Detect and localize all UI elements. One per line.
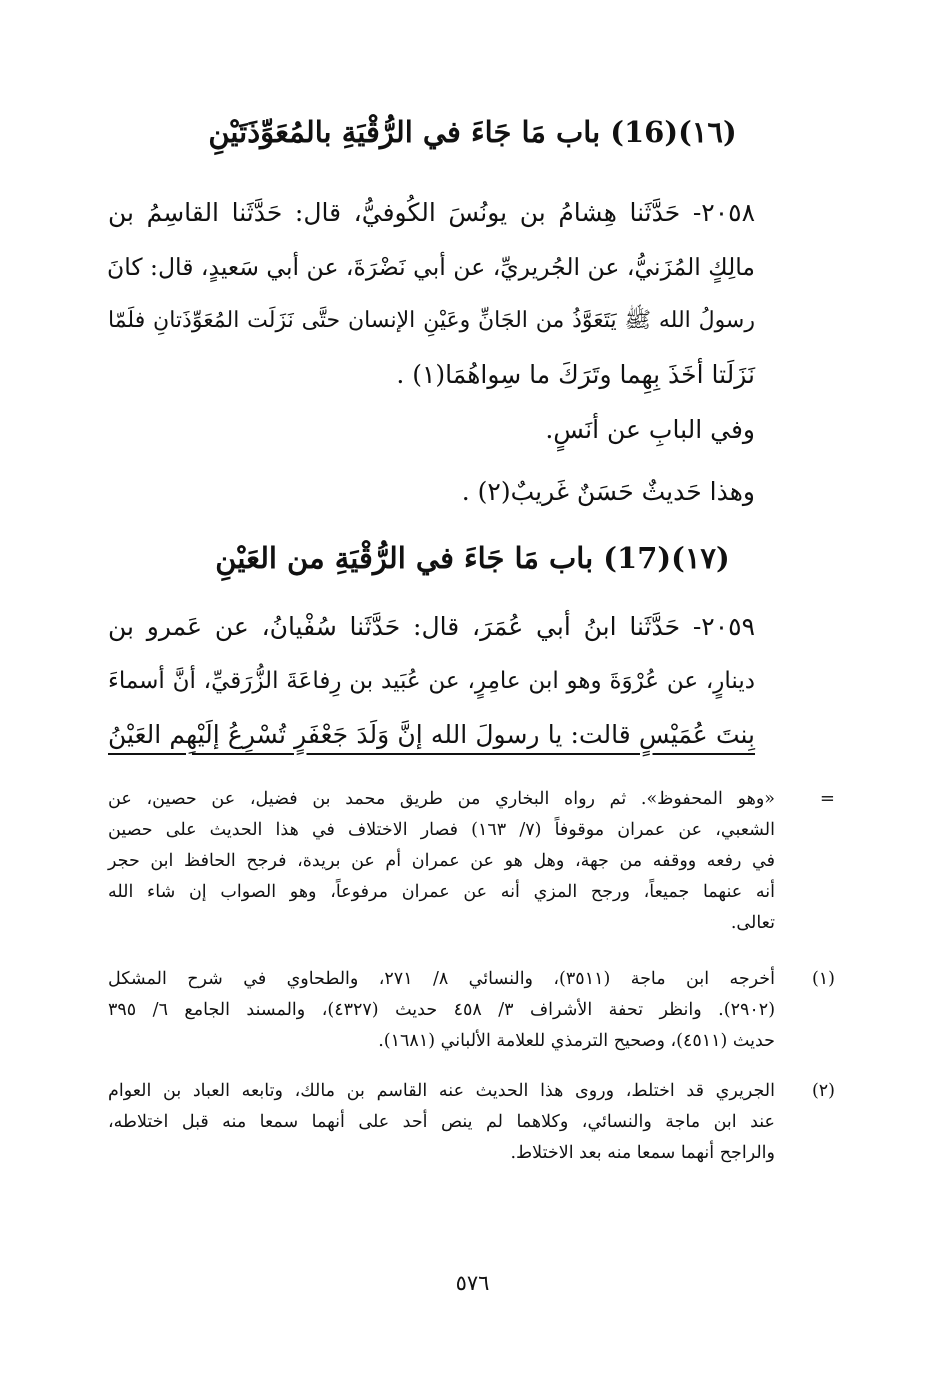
hadith-2059 [108,600,755,762]
hadith-2058-line-4: نَزَلَتا أخَذَ بِهِما وتَرَكَ ما سِواهُمَا(١) . [396,360,755,389]
footnote-continued-line-2: الشعبي، عن عمران موقوفاً (٧/ ١٦٣) فصار الاختلاف في هذا الحديث على حصين [108,820,775,840]
hadith-2058 [108,186,755,402]
chapter-heading-16: (١٦)(16) باب مَا جَاءَ في الرُّقْيَةِ بالمُعَوِّذَتَيْنِ [208,115,737,149]
fi-al-bab-note: وفي البابِ عن أنَسٍ. [545,415,755,444]
hadith-2059-line-3: بِنتَ عُمَيْسٍ قالت: يا رسولَ الله إنَّ وَلَدَ جَعْفَرٍ تُسْرِعُ إلَيْهِم العَيْنُ [108,720,755,749]
hadith-2058-line-2: مالِكٍ المُزَنيُّ، عن الجُريريِّ، عن أبي نَضْرَةَ، عن أبي سَعيدٍ، قال: كانَ [106,253,755,281]
footnote-1-line-1: أخرجه ابن ماجة (٣٥١١)، والنسائي ٨/ ٢٧١، والطحاوي في شرح المشكل [108,969,775,989]
footnote-continued-line-4: أنه عنهما جميعاً، ورجح المزي أنه عن عمران مرفوعاً، وهو الصواب إن شاء الله [108,882,775,902]
footnote-1-number: (١) [811,969,835,989]
hadith-grading: وهذا حَديثٌ حَسَنٌ غَريبٌ(٢) . [461,477,755,506]
footnote-continued-line-3: في رفعه ووقفه من جهة، وهل هو عن عمران أم عن بريدة، فرجح الحافظ ابن حجر [108,851,775,871]
page-number: ٥٧٦ [455,1271,490,1295]
hadith-2058-line-1: ٢٠٥٨- حَدَّثَنا هِشامُ بن يونُسَ الكُوفيُّ، قال: حَدَّثَنا القاسِمُ بن [108,198,755,227]
footnote-continued-line-1: «وهو المحفوظ». ثم رواه البخاري من طريق محمد بن فضيل، عن حصين، عن [108,789,775,809]
footnote-2-number: (٢) [811,1081,835,1101]
hadith-2059-line-2: دينارٍ، عن عُرْوَةَ وهو ابن عامِرٍ، عن عُبَيد بن رِفاعَةَ الزُّرَقيِّ، أنَّ أسماءَ [108,668,755,694]
chapter-heading-17: (١٧)(17) باب مَا جَاءَ في الرُّقْيَةِ من العَيْنِ [215,541,730,575]
footnote-2-line-1: الجريري قد اختلط، وروى هذا الحديث عنه القاسم بن مالك، وتابعه العباد بن العوام [108,1081,775,1101]
footnote-1-line-2: (٢٩٠٢). وانظر تحفة الأشراف ٣/ ٤٥٨ حديث (٤٣٢٧)، والمسند الجامع ٦/ ٣٩٥ [108,1000,776,1020]
footnote-1 [108,964,775,1057]
footnote-continued [108,784,775,939]
footnote-2 [108,1076,775,1169]
footnote-1-line-3: حديث (٤٥١١)، وصحيح الترمذي للعلامة الألباني (١٦٨١). [378,1031,775,1051]
footnote-2-line-2: عند ابن ماجة والنسائي، وكلاهما لم ينص أحد على أنهما سمعا منه قبل اختلاطه، [108,1112,775,1132]
footnote-2-line-3: والراجح أنهما سمعا منه بعد الاختلاط. [510,1143,775,1163]
footnote-continued-line-5: تعالى. [730,913,775,933]
hadith-2059-line-1: ٢٠٥٩- حَدَّثَنا ابنُ أبي عُمَرَ، قال: حَدَّثَنا سُفْيانُ، عن عَمرو بن [108,612,755,641]
hadith-2058-line-3: رسولُ الله ﷺ يَتَعَوَّذُ من الجَانِّ وعَيْنِ الإنسان حتَّى نَزَلَت المُعَوِّذَتانِ فلَمّا [108,308,755,333]
footnote-continuation-mark: = [819,788,835,809]
